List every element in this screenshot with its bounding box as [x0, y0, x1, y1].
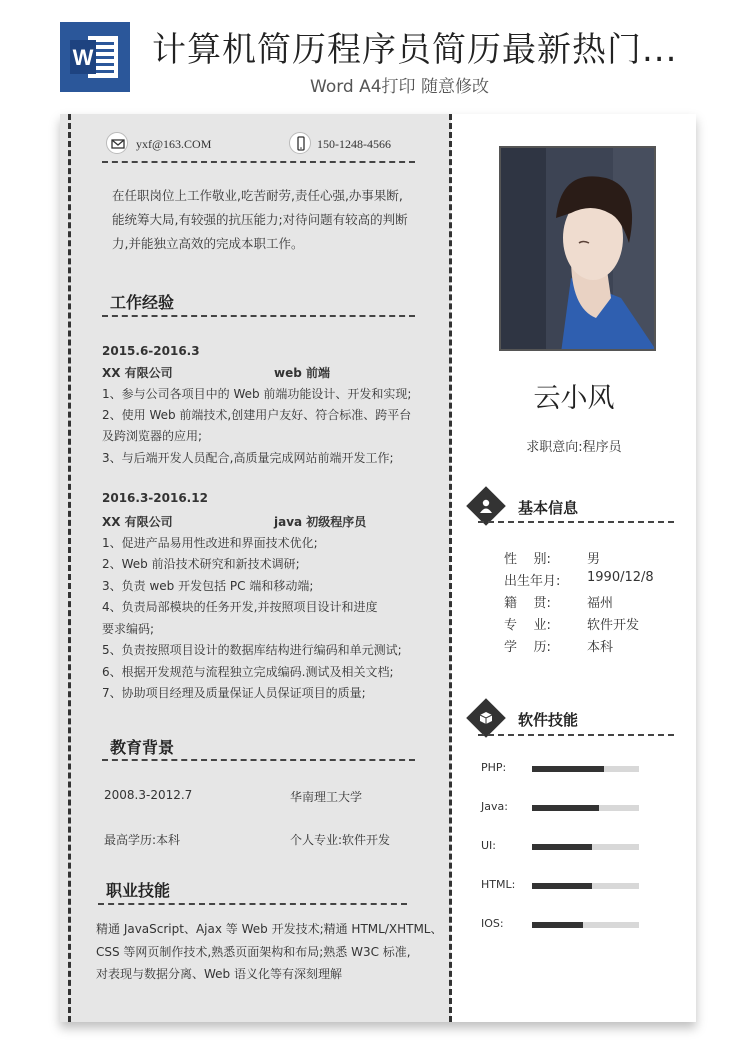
skill-bar-fill: [532, 883, 592, 889]
skill-bar-fill: [532, 805, 599, 811]
profile-photo: [499, 146, 656, 351]
skills-line: 对表现与数据分离、Web 语义化等有深刻理解: [96, 967, 342, 981]
skills-line: CSS 等网页制作技术,熟悉页面架构和布局;熟悉 W3C 标准,: [96, 945, 411, 959]
job-role: java 初级程序员: [274, 515, 367, 529]
job-duty: 3、与后端开发人员配合,高质量完成网站前端开发工作;: [102, 451, 394, 465]
skill-bar-track: [532, 844, 639, 850]
info-key: 出生年月:: [504, 574, 561, 589]
skills-divider: [98, 903, 407, 905]
phone-text: 150-1248-4566: [317, 137, 391, 151]
skill-bar-track: [532, 883, 639, 889]
job-duty: 1、参与公司各项目中的 Web 前端功能设计、开发和实现;: [102, 387, 412, 401]
box-icon: [478, 710, 494, 726]
education-period: 2008.3-2012.7: [104, 788, 193, 802]
info-key: 籍 贯:: [504, 596, 551, 611]
education-degree: 最高学历:本科: [104, 833, 181, 847]
document-subtitle: Word A4打印 随意修改: [310, 77, 489, 97]
resume-page: [60, 114, 696, 1022]
job-duty: 及跨浏览器的应用;: [102, 429, 203, 443]
basic-info-badge: [466, 486, 506, 526]
skills-section-title: 职业技能: [106, 881, 171, 900]
software-skills-divider: [478, 734, 674, 736]
skill-bar-fill: [532, 766, 604, 772]
job-duty: 2、使用 Web 前端技术,创建用户友好、符合标准、跨平台: [102, 408, 412, 422]
document-banner: [0, 0, 750, 112]
basic-info-divider: [478, 521, 674, 523]
basic-info-title: 基本信息: [518, 499, 579, 517]
skill-name: HTML:: [481, 878, 516, 891]
software-skills-badge: [466, 698, 506, 738]
user-icon: [478, 498, 494, 514]
job-duty: 3、负责 web 开发包括 PC 端和移动端;: [102, 579, 314, 593]
skill-bar-track: [532, 922, 639, 928]
skill-name: PHP:: [481, 761, 507, 774]
info-key: 专 业:: [504, 618, 551, 633]
contact-divider: [102, 161, 415, 163]
info-value: 软件开发: [587, 618, 640, 633]
center-divider: [449, 114, 452, 1022]
self-summary: [112, 184, 432, 256]
skill-bar-fill: [532, 922, 583, 928]
job-company: XX 有限公司: [102, 366, 173, 380]
education-divider: [102, 759, 415, 761]
education-section-title: 教育背景: [110, 738, 175, 757]
info-value: 1990/12/8: [587, 570, 654, 585]
info-key: 性 别:: [504, 552, 551, 567]
job-period: 2015.6-2016.3: [102, 344, 200, 358]
work-divider: [102, 315, 415, 317]
skill-name: IOS:: [481, 917, 504, 930]
info-value: 男: [587, 552, 601, 567]
job-duty: 2、Web 前沿技术研究和新技术调研;: [102, 557, 300, 571]
job-duty: 6、根据开发规范与流程独立完成编码.测试及相关文档;: [102, 665, 394, 679]
education-school: 华南理工大学: [290, 790, 363, 804]
job-intent: 求职意向:程序员: [526, 440, 622, 455]
software-skills-title: 软件技能: [518, 711, 579, 729]
svg-text:W: W: [72, 45, 94, 70]
job-role: web 前端: [274, 366, 330, 380]
phone-icon: [289, 132, 311, 154]
email-text: yxf@163.COM: [136, 137, 212, 151]
document-title: 计算机简历程序员简历最新热门...: [152, 30, 678, 70]
summary-line: 力,并能独立高效的完成本职工作。: [112, 236, 304, 251]
skill-bar-track: [532, 766, 639, 772]
email-icon: [106, 132, 128, 154]
education-major: 个人专业:软件开发: [290, 833, 391, 847]
info-key: 学 历:: [504, 640, 551, 655]
job-duty: 5、负责按照项目设计的数据库结构进行编码和单元测试;: [102, 643, 402, 657]
candidate-name: 云小风: [533, 383, 615, 414]
summary-line: 在任职岗位上工作敬业,吃苦耐劳,责任心强,办事果断,: [112, 188, 403, 203]
skill-bar-track: [532, 805, 639, 811]
job-period: 2016.3-2016.12: [102, 491, 208, 505]
work-section-title: 工作经验: [110, 293, 175, 312]
skill-name: Java:: [481, 800, 508, 813]
skills-line: 精通 JavaScript、Ajax 等 Web 开发技术;精通 HTML/XHTML、: [96, 922, 443, 936]
skill-bar-fill: [532, 844, 592, 850]
job-company: XX 有限公司: [102, 515, 173, 529]
job-duty: 7、协助项目经理及质量保证人员保证项目的质量;: [102, 686, 366, 700]
info-value: 本科: [587, 640, 614, 655]
skill-name: UI:: [481, 839, 497, 852]
job-duty: 要求编码;: [102, 622, 155, 636]
job-duty: 4、负责局部模块的任务开发,并按照项目设计和进度: [102, 600, 378, 614]
word-icon: [60, 22, 130, 92]
job-duty: 1、促进产品易用性改进和界面技术优化;: [102, 536, 318, 550]
info-value: 福州: [587, 596, 614, 611]
left-border-divider: [68, 114, 71, 1022]
summary-line: 能统筹大局,有较强的抗压能力;对待问题有较高的判断: [112, 212, 408, 227]
